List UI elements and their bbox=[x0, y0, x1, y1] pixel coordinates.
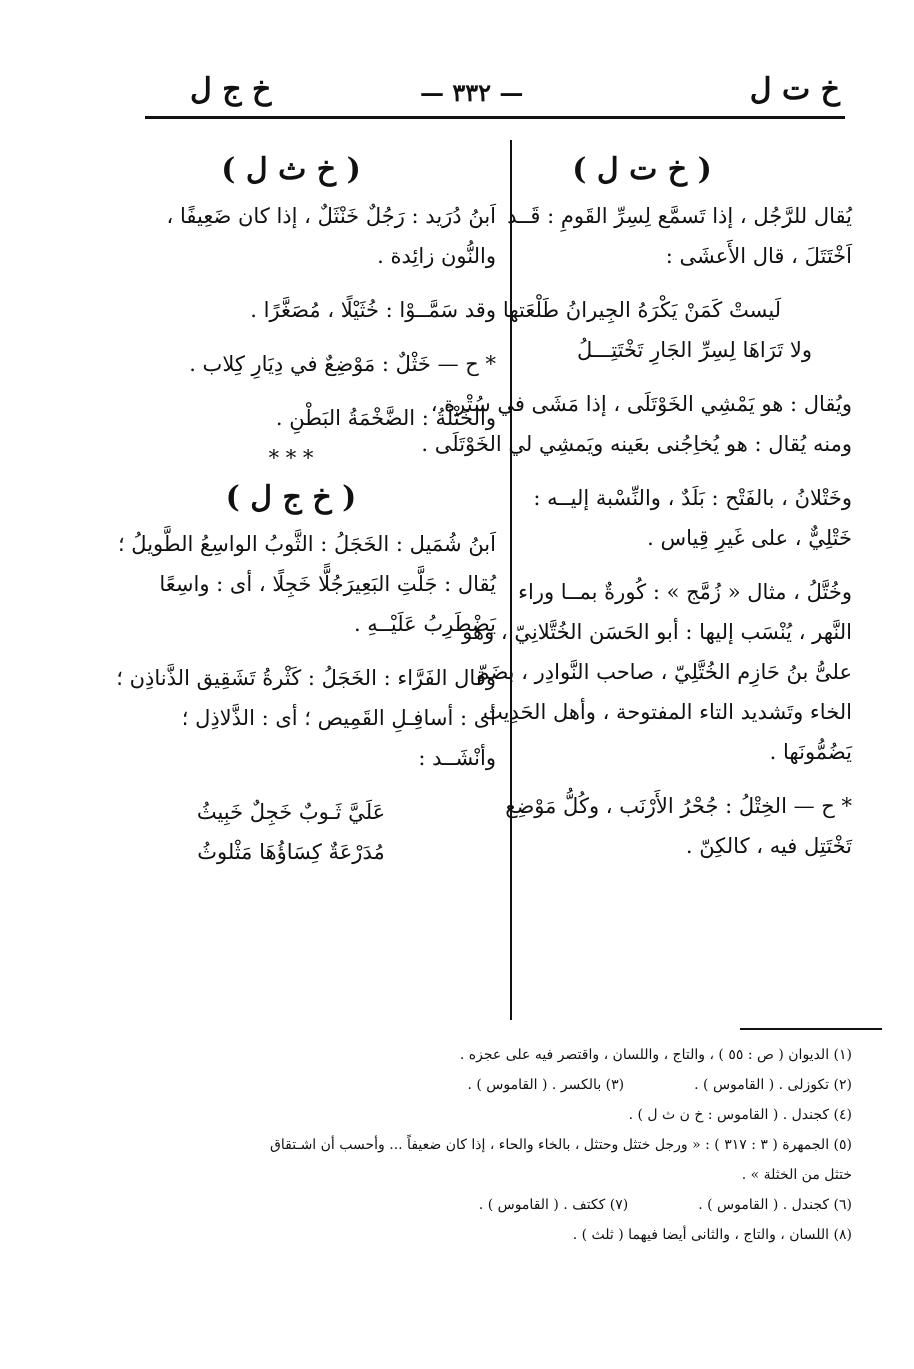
footnote: (٧) ككتف . ( القاموس ) . bbox=[478, 1197, 629, 1213]
footnote-rule bbox=[740, 1028, 882, 1030]
footnote: (٤) كجندل . ( القاموس : خ ن ث ل ) . bbox=[628, 1107, 852, 1123]
text-line: والخَثْلَةُ : الضَّخْمَةُ البَطْنِ . bbox=[275, 406, 496, 430]
verse-line: ولا تَرَاهَا لِسِرِّ الجَارِ تَخْتَتِـــلُ bbox=[576, 338, 812, 362]
text-line: وأنْشَــد : bbox=[418, 746, 496, 770]
text-line: علىُّ بنُ حَازِم الخُتَّلِيّ ، صاحب النَّوادِر ، بضَمّ bbox=[476, 660, 852, 684]
header-rule bbox=[145, 116, 845, 119]
text-line: * ح — الخِتْلُ : جُحْرُ الأَرْنَب ، وكُلُّ مَوْضِع bbox=[505, 794, 852, 818]
text-line: يَضْطَرِبُ عَلَيْــهِ . bbox=[353, 612, 496, 636]
text-line: وقال الفَرَّاء : الخَجَلُ : كَثْرةُ تَشَقِيق الذَّناذِن ؛ bbox=[116, 666, 496, 690]
text-line: يُقال للرَّجُل ، إذا تَسمَّع لِسِرِّ القَومِ : قَــد bbox=[507, 204, 852, 228]
text-line: خَتْلِيٌّ ، على غَيرِ قِياس . bbox=[647, 526, 852, 550]
footnote: (٣) بالكسر . ( القاموس ) . bbox=[467, 1077, 625, 1093]
text-line: اَخْتَتَلَ ، قال الأَعشَى : bbox=[665, 244, 852, 268]
footnote-row bbox=[132, 1190, 852, 1220]
running-head-left: خ ج ل bbox=[190, 72, 272, 107]
text-line: وخُتَّلُ ، مثال « زُمَّج » : كُورةٌ بمــا وراء bbox=[518, 580, 852, 604]
footnote: (٨) اللسان ، والتاج ، والثانى أيضا فيهما ( ثلث ) . bbox=[572, 1227, 852, 1243]
page-number: — ٣٣٢ — bbox=[420, 78, 524, 107]
footnote: (٢) تكوزلى . ( القاموس ) . bbox=[694, 1077, 852, 1093]
footnote: (٦) كجندل . ( القاموس ) . bbox=[698, 1197, 852, 1213]
text-line: وقد سَمَّــوْا : خُثَيْلًا ، مُصَغَّرًا . bbox=[250, 298, 496, 322]
text-line: يَضُمُّونَها . bbox=[769, 740, 852, 764]
text-line: أى : أسافِـلِ القَمِيص ؛ أى : الذَّلاذِل ؛ bbox=[181, 706, 496, 730]
text-line: ومنه يُقال : هو يُخاِجُنى بعَينه ويَمشِي لي الخَوْتَلَى . bbox=[421, 432, 852, 456]
footnote-continuation: ختثل من الخثلة » . bbox=[741, 1167, 852, 1183]
text-line: اَبنُ دُرَيد : رَجُلٌ خَنْثَلٌ ، إذا كان ضَعِيفًا ، bbox=[166, 204, 496, 228]
footnote-row bbox=[132, 1070, 852, 1100]
entry-heading-khtl: ( خ ت ل ) bbox=[572, 152, 712, 187]
text-line: النَّهر ، يُنْسَب إليها : أبو الحَسَن الخُتَّلانِيّ ، وهو bbox=[462, 620, 852, 644]
footnote: (٥) الجمهرة ( ٣ : ٣١٧ ) : « ورجل ختثل وحتثل ، بالخاء والحاء ، إذا كان ضعيفاً ... وأحسب أن اشـتقاق bbox=[270, 1137, 852, 1153]
entry-heading-khthl: ( خ ث ل ) bbox=[221, 152, 361, 187]
verse-line: عَلَيَّ ثَـوبٌ خَجِلٌ خَبِيثُ bbox=[196, 800, 386, 824]
text-line: يُقال : جَلَّتِ البَعِيرَجُلًّا خَجِلًا ، أى : واسِعًا bbox=[159, 572, 496, 596]
verse-line: لَيستْ كَمَنْ يَكْرَهُ الجِيرانُ طَلْعَتها bbox=[502, 298, 782, 322]
footnotes bbox=[132, 1040, 852, 1250]
text-line: وخَتْلانُ ، بالفَتْح : بَلَدٌ ، والنِّسْبة إليــه : bbox=[533, 486, 852, 510]
text-line: ويُقال : هو يَمْشِي الخَوْتَلَى ، إذا مَشَى في سُتْرة ، bbox=[430, 392, 852, 416]
text-line: اَبنُ شُمَيل : الخَجَلُ : الثَّوبُ الواسِعُ الطَّويلُ ؛ bbox=[117, 532, 496, 556]
text-line: الخاء وتَشديد التاء المفتوحة ، وأهل الحَدِيث bbox=[483, 700, 852, 724]
running-head-right: خ ت ل bbox=[749, 72, 840, 107]
verse-line: مُدَرْعَةٌ كِسَاؤُهَا مَثْلوثُ bbox=[197, 840, 385, 864]
text-line: والنُّون زائِدة . bbox=[377, 244, 496, 268]
entry-heading-khjl: ( خ ج ل ) bbox=[225, 480, 357, 515]
left-column bbox=[86, 150, 496, 872]
text-line: تَخْتَتِل فيه ، كالكِنّ . bbox=[685, 834, 852, 858]
section-separator: * * * bbox=[268, 446, 314, 470]
text-line: * ح — خَثْلٌ : مَوْضِعٌ في دِيَارِ كِلاب . bbox=[189, 352, 496, 376]
footnote: (١) الديوان ( ص : ٥٥ ) ، والتاج ، واللسان ، واقتصر فيه على عجزه . bbox=[459, 1047, 852, 1063]
